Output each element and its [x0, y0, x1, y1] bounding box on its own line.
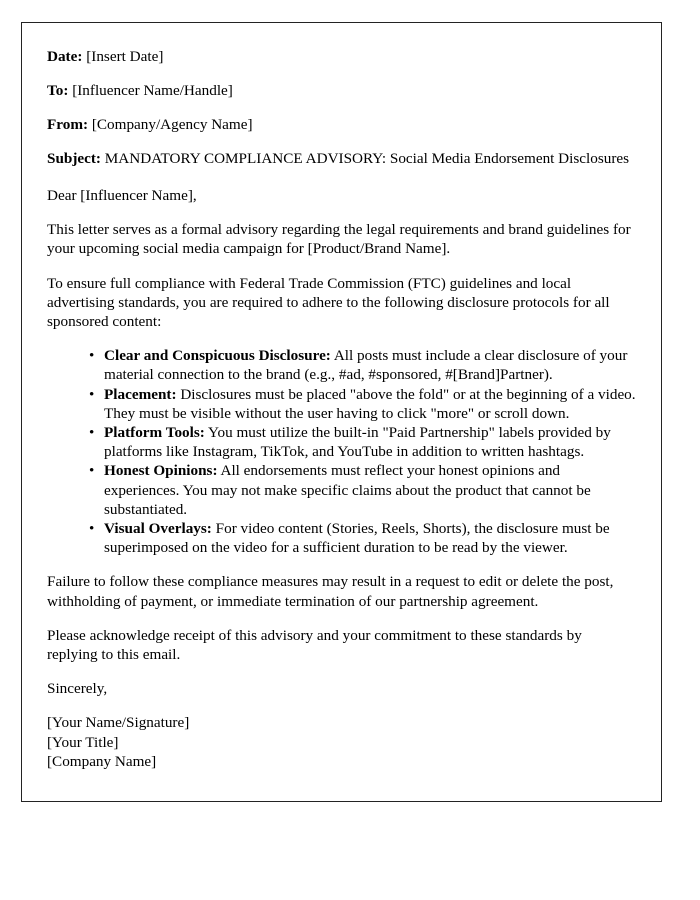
disclosure-requirements-list [47, 346, 636, 557]
field-from [47, 115, 636, 134]
list-item-term: Clear and Conspicuous Disclosure: [104, 347, 331, 365]
intro-paragraph: This letter serves as a formal advisory regarding the legal requirements and brand guidelines for your upcoming social media campaign for [Product/Brand Name]. [47, 221, 631, 258]
field-date [47, 47, 636, 66]
letter-content [22, 23, 661, 791]
list-item [89, 346, 636, 384]
field-from-label: From: [47, 116, 89, 133]
list-item-term: Platform Tools: [104, 424, 205, 442]
field-subject [47, 149, 636, 168]
field-from-value: [Company/Agency Name] [91, 116, 253, 133]
list-item-term: Placement: [104, 385, 177, 403]
signature-company-line: [Company Name] [47, 752, 157, 770]
field-to [47, 81, 636, 100]
list-item [89, 423, 636, 461]
signature-title-line: [Your Title] [47, 733, 119, 751]
list-item-text: All posts must include a clear disclosure of your material connection to the brand (e.g., #ad, #sponsored, #[Brand]Partner). [104, 347, 628, 384]
list-item-text: For video content (Stories, Reels, Shorts), the disclosure must be superimposed on the video for a sufficient duration to be read by the viewer. [104, 520, 610, 557]
salutation: Dear [Influencer Name], [47, 187, 197, 204]
field-to-value: [Influencer Name/Handle] [72, 82, 233, 99]
field-to-label: To: [47, 82, 69, 99]
list-item-term: Visual Overlays: [104, 520, 212, 538]
signature-block [47, 713, 636, 771]
list-item [89, 519, 636, 557]
field-subject-label: Subject: [47, 150, 101, 167]
list-item [89, 461, 636, 519]
list-item-term: Honest Opinions: [104, 462, 218, 480]
closing-salutation: Sincerely, [47, 680, 108, 698]
field-date-label: Date: [47, 48, 83, 65]
requirements-paragraph: To ensure full compliance with Federal Trade Commission (FTC) guidelines and local advertising standards, you are required to adhere to the following disclosure protocols for all sponsored content: [47, 274, 610, 331]
list-item-text: Disclosures must be placed "above the fold" or at the beginning of a video. They must be visible without the user having to click "more" or scroll down. [104, 385, 636, 422]
list-item [89, 385, 636, 423]
acknowledgement-paragraph: Please acknowledge receipt of this advisory and your commitment to these standards by replying to this email. [47, 626, 582, 664]
field-subject-value: MANDATORY COMPLIANCE ADVISORY: Social Media Endorsement Disclosures [104, 150, 630, 167]
field-date-value: [Insert Date] [86, 48, 164, 65]
list-item-text: You must utilize the built-in "Paid Partnership" labels provided by platforms like Instagram, TikTok, and YouTube in addition to written hashtags. [104, 424, 611, 461]
letter-page-border [21, 22, 662, 802]
list-item-text: All endorsements must reflect your honest opinions and experiences. You may not make specific claims about the product that cannot be substantiated. [104, 462, 591, 518]
signature-name-line: [Your Name/Signature] [47, 714, 190, 732]
consequences-paragraph: Failure to follow these compliance measures may result in a request to edit or delete the post, withholding of payment, or immediate termination of our partnership agreement. [47, 573, 614, 610]
